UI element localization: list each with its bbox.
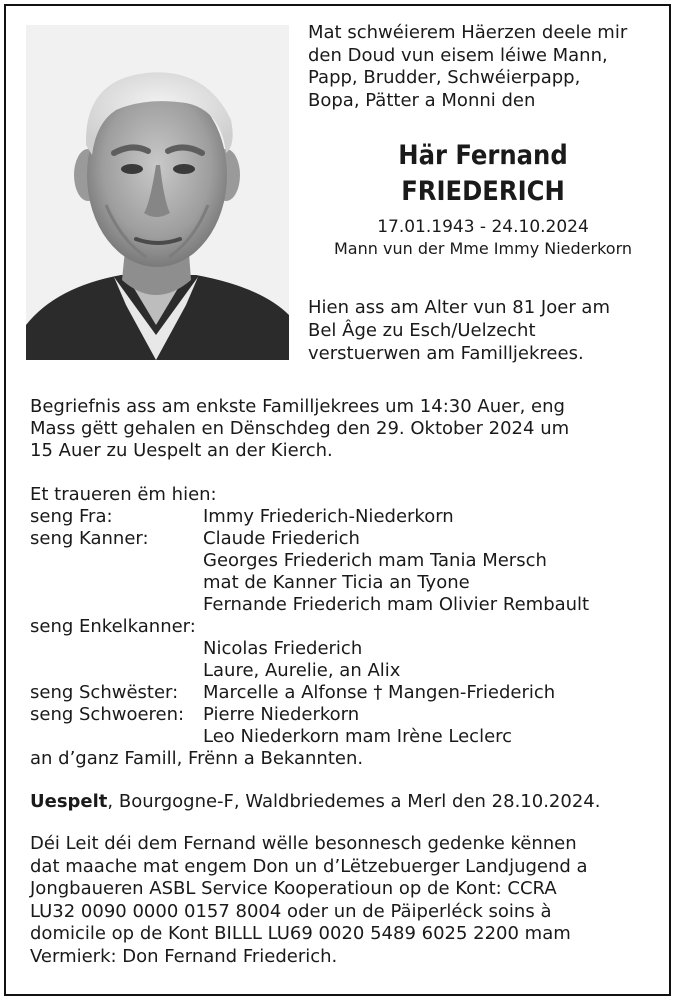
mourner-relation: seng Enkelkanner: <box>30 616 196 637</box>
mourner-names: Fernande Friederich mam Olivier Rembault <box>203 594 590 615</box>
portrait-illustration <box>26 25 289 360</box>
mourners-list <box>30 484 655 770</box>
mourner-row <box>30 528 655 550</box>
age-line: Hien ass am Alter vun 81 Joer am <box>308 297 611 318</box>
mourner-relation <box>30 638 203 660</box>
mourner-row <box>30 616 655 638</box>
donation-line: dat maache mat engem Don un d’Lëtzebuerger Landjugend a <box>30 855 588 877</box>
mourner-names: Claude Friederich <box>203 528 360 549</box>
mourner-relation: seng Schwëster: <box>30 682 179 703</box>
mourner-row <box>30 506 655 528</box>
mourner-names: Immy Friederich-Niederkorn <box>203 506 454 527</box>
mourner-names: mat de Kanner Ticia an Tyone <box>203 572 470 593</box>
intro-line: den Doud vun eisem léiwe Mann, <box>308 44 608 66</box>
donation-line: LU32 0090 0000 0157 8004 oder un de Päiperléck soins à <box>30 900 552 922</box>
mourner-names: Marcelle a Alfonse † Mangen-Friederich <box>203 682 556 703</box>
place-town: Uespelt <box>30 791 108 812</box>
donation-line: Jongbaueren ASBL Service Kooperatioun op de Kont: CCRA <box>30 878 557 899</box>
deceased-name <box>308 138 658 210</box>
age-line: verstuerwen am Familljekrees. <box>308 343 584 364</box>
portrait-photo <box>26 25 289 360</box>
donation-line: Déi Leit déi dem Fernand wëlle besonnesch gedenke kënnen <box>30 833 577 854</box>
mourners-closing: an d’ganz Famill, Frënn a Bekannten. <box>30 748 364 769</box>
mourner-row <box>30 572 655 594</box>
place-date-line <box>30 791 655 813</box>
deceased-surname: FRIEDERICH <box>401 176 565 207</box>
age-text <box>308 296 658 365</box>
mourner-row <box>30 660 655 682</box>
mourner-relation <box>30 594 203 616</box>
intro-line: Bopa, Pätter a Monni den <box>308 89 536 111</box>
funeral-line: Begriefnis ass am enkste Familljekrees um 14:30 Auer, eng <box>30 396 565 417</box>
intro-text <box>308 22 658 112</box>
life-dates-block <box>308 216 658 260</box>
mourner-relation: seng Schwoeren: <box>30 704 185 725</box>
deceased-title-line: Här Fernand <box>398 140 568 171</box>
mourner-relation <box>30 572 203 594</box>
mourner-relation: seng Fra: <box>30 506 113 527</box>
age-line: Bel Âge zu Esch/Uelzecht <box>308 320 536 341</box>
intro-line: Papp, Brudder, Schwéierpapp, <box>308 67 581 88</box>
mourner-row <box>30 704 655 726</box>
mourner-relation <box>30 726 203 748</box>
donation-text <box>30 833 655 968</box>
mourner-row <box>30 638 655 660</box>
funeral-line: 15 Auer zu Uespelt an der Kierch. <box>30 440 333 461</box>
mourners-heading: Et traueren ëm hien: <box>30 484 217 505</box>
mourner-relation <box>30 550 203 572</box>
mourner-row <box>30 594 655 616</box>
mourner-names: Nicolas Friederich <box>203 638 363 659</box>
mourner-names: Laure, Aurelie, an Alix <box>203 660 401 681</box>
mourner-relation <box>30 660 203 682</box>
life-dates: 17.01.1943 - 24.10.2024 <box>377 217 589 237</box>
mourner-row <box>30 682 655 704</box>
donation-line: Vermierk: Don Fernand Friederich. <box>30 945 338 967</box>
place-rest: , Bourgogne-F, Waldbriedemes a Merl den 28.10.2024. <box>107 791 601 812</box>
mourner-row <box>30 726 655 748</box>
mourner-relation: seng Kanner: <box>30 528 149 549</box>
mourner-names: Leo Niederkorn mam Irène Leclerc <box>203 726 513 747</box>
funeral-line: Mass gëtt gehalen en Dënschdeg den 29. Oktober 2024 um <box>30 418 570 439</box>
mourner-names: Georges Friederich mam Tania Mersch <box>203 550 547 571</box>
spouse-line: Mann vun der Mme Immy Niederkorn <box>334 239 632 258</box>
intro-line: Mat schwéierem Häerzen deele mir <box>308 22 628 43</box>
mourner-names: Pierre Niederkorn <box>203 704 360 725</box>
funeral-details <box>30 396 650 462</box>
mourner-row <box>30 550 655 572</box>
donation-line: domicile op de Kont BILLL LU69 0020 5489 6025 2200 mam <box>30 923 571 944</box>
